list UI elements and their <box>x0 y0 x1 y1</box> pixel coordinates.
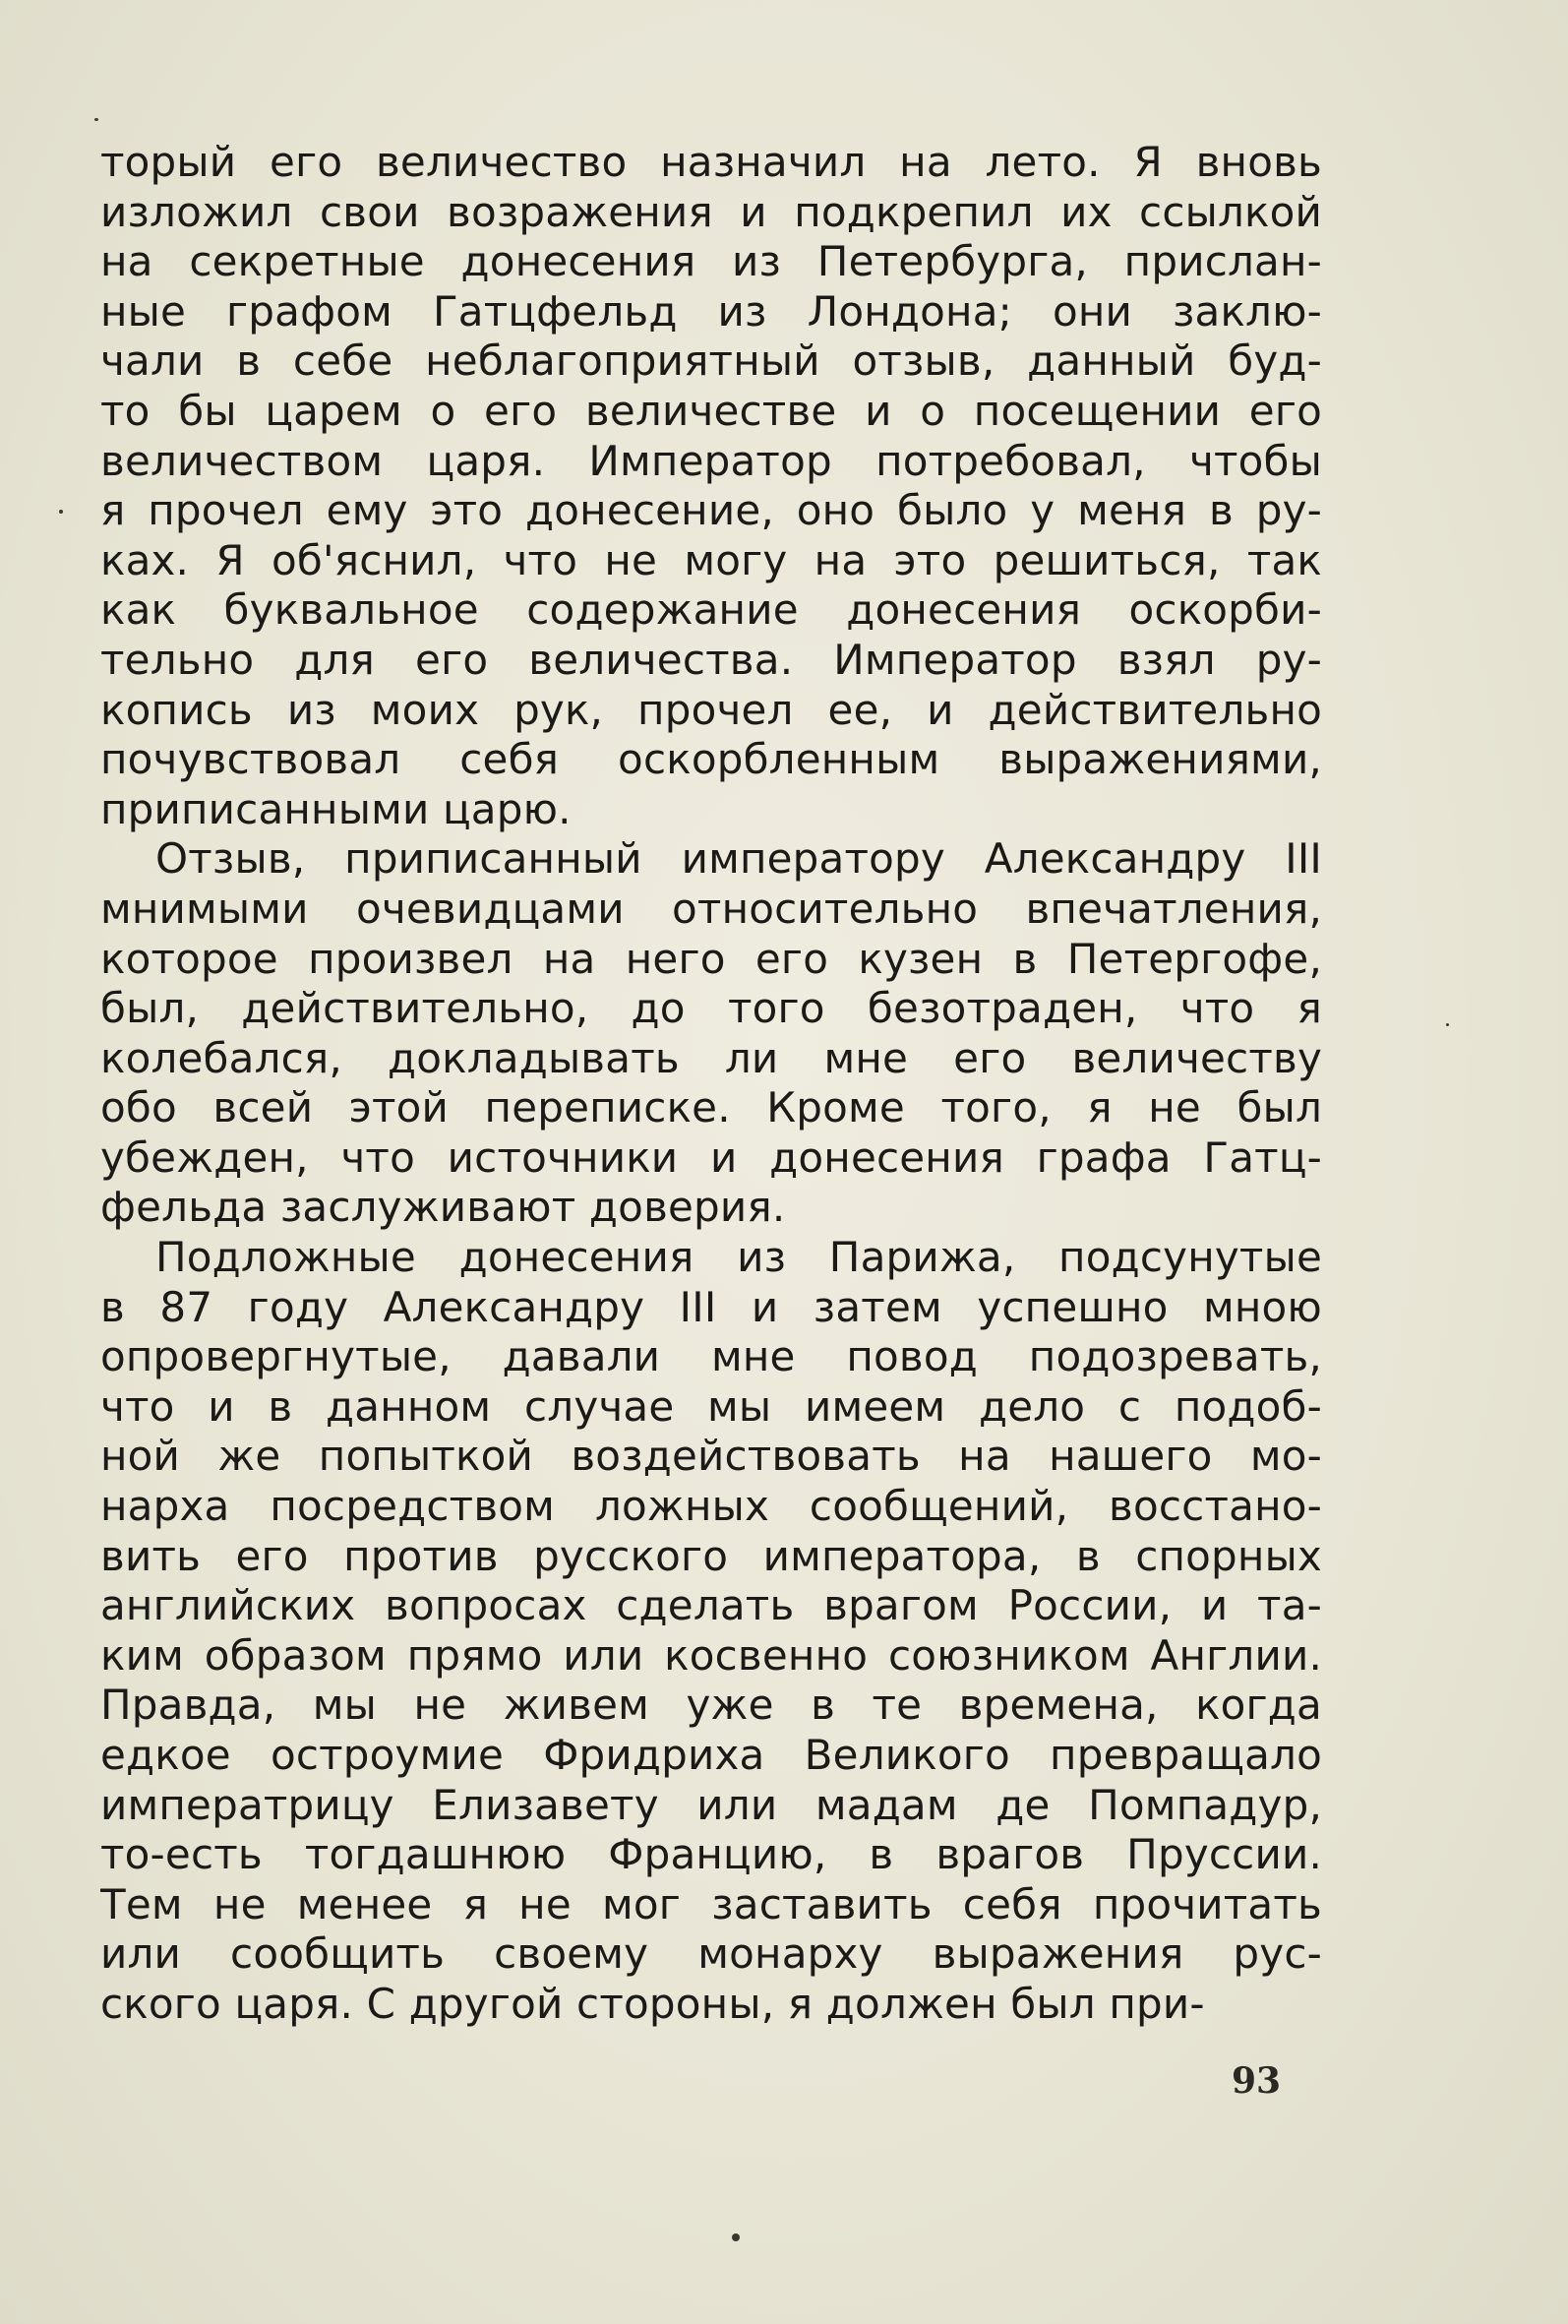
text-line: обо всей этой переписке. Кроме того, я не был <box>100 1083 1322 1132</box>
text-line: то бы царем о его величестве и о посещении его <box>100 386 1322 435</box>
text-line: ках. Я об'яснил, что не могу на это решиться, так <box>100 535 1322 584</box>
text-line: тельно для его величества. Император взял ру- <box>100 635 1322 684</box>
text-line: которое произвел на него его кузен в Петергофе, <box>100 934 1322 983</box>
print-speck <box>1446 1023 1449 1026</box>
text-line: на секретные донесения из Петербурга, прислан- <box>100 237 1322 286</box>
text-line: в 87 году Александру III и затем успешно мною <box>100 1282 1322 1331</box>
text-line: то-есть тогдашнюю Францию, в врагов Пруссии. <box>100 1830 1322 1879</box>
text-line: чали в себе неблагоприятный отзыв, данный буд- <box>100 336 1322 386</box>
print-speck <box>732 2233 740 2241</box>
paragraph <box>100 834 1322 1233</box>
text-line: копись из моих рук, прочел ее, и действительно <box>100 685 1322 734</box>
text-line: торый его величество назначил на лето. Я вновь <box>100 138 1322 186</box>
text-line: нарха посредством ложных сообщений, восстано- <box>100 1482 1322 1531</box>
text-line: ского царя. С другой стороны, я должен был при- <box>100 1979 1205 2028</box>
page-number: 93 <box>1232 2060 1282 2102</box>
text-line: английских вопросах сделать врагом России, и та- <box>100 1581 1322 1630</box>
text-line: был, действительно, до того безотраден, что я <box>100 984 1322 1033</box>
text-line: ные графом Гатцфельд из Лондона; они заклю- <box>100 286 1322 336</box>
text-line: мнимыми очевидцами относительно впечатления, <box>100 884 1322 933</box>
text-line: почувствовал себя оскорбленным выражениями, <box>100 735 1322 784</box>
body-text <box>100 138 1322 2030</box>
paragraph <box>100 1233 1322 2030</box>
print-speck <box>59 510 63 514</box>
text-line: едкое остроумие Фридриха Великого превращало <box>100 1731 1322 1779</box>
text-line: приписанными царю. <box>100 784 572 833</box>
paragraph <box>100 138 1322 834</box>
text-line: величеством царя. Император потребовал, чтобы <box>100 436 1322 485</box>
text-line: опровергнутые, давали мне повод подозревать, <box>100 1332 1322 1381</box>
text-line: Правда, мы не живем уже в те времена, когда <box>100 1681 1322 1730</box>
text-line: убежден, что источники и донесения графа Гатц- <box>100 1132 1322 1182</box>
text-line: как буквальное содержание донесения оскорби- <box>100 585 1322 635</box>
text-line: что и в данном случае мы имеем дело с подоб- <box>100 1381 1322 1431</box>
text-line: Подложные донесения из Парижа, подсунутые <box>155 1233 1322 1282</box>
text-line: ной же попыткой воздействовать на нашего мо- <box>100 1432 1322 1481</box>
text-line: вить его против русского императора, в спорных <box>100 1531 1322 1580</box>
text-line: я прочел ему это донесение, оно было у меня в ру- <box>100 486 1322 535</box>
text-line: Тем не менее я не мог заставить себя прочитать <box>100 1879 1322 1928</box>
text-line: колебался, докладывать ли мне его величеству <box>100 1033 1322 1082</box>
text-line: Отзыв, приписанный императору Александру III <box>155 834 1322 884</box>
text-line: или сообщить своему монарху выражения рус- <box>100 1929 1322 1979</box>
print-speck <box>94 118 98 121</box>
text-line: императрицу Елизавету или мадам де Помпадур, <box>100 1780 1322 1829</box>
text-line: фельда заслуживают доверия. <box>100 1183 786 1232</box>
text-line: ким образом прямо или косвенно союзником Англии. <box>100 1630 1322 1680</box>
text-line: изложил свои возражения и подкрепил их ссылкой <box>100 187 1322 236</box>
